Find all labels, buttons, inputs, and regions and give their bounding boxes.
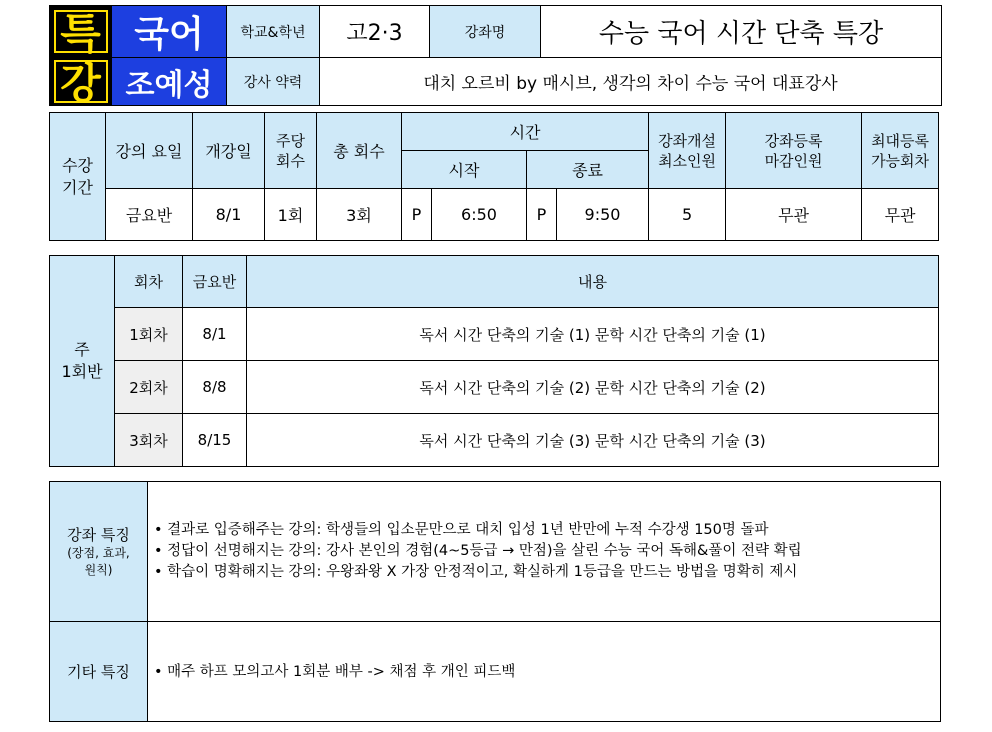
close-enroll-header: 강좌등록 마감인원: [726, 113, 862, 189]
badge-bottom: [50, 58, 112, 106]
badge-top-text: 특: [54, 10, 108, 53]
table-row: [50, 361, 939, 414]
content-cell: 독서 시간 단축의 기술 (3) 문학 시간 단축의 기술 (3): [247, 414, 939, 467]
start-ampm: P: [402, 189, 432, 241]
day-value: 금요반: [106, 189, 193, 241]
start-date-value: 8/1: [193, 189, 265, 241]
min-enroll-value: 5: [649, 189, 726, 241]
grade-label: 학교&학년: [227, 6, 320, 58]
other-feature-label: 기타 특징: [50, 622, 148, 722]
class-header: 금요반: [183, 256, 247, 308]
close-enroll-value: 무관: [726, 189, 862, 241]
round-cell: 2회차: [115, 361, 183, 414]
min-enroll-header: 강좌개설 최소인원: [649, 113, 726, 189]
time-header: 시간: [402, 113, 649, 151]
period-label: 수강 기간: [50, 113, 106, 241]
start-time: 6:50: [432, 189, 527, 241]
round-header: 회차: [115, 256, 183, 308]
weekly-table: [49, 255, 939, 467]
badge-bottom-text: 강: [54, 60, 108, 103]
features-table: [49, 481, 941, 722]
content-header: 내용: [247, 256, 939, 308]
lecture-name-label: 강좌명: [430, 6, 541, 58]
teacher-name: 조예성: [112, 58, 227, 106]
start-date-header: 개강일: [193, 113, 265, 189]
table-row: [50, 308, 939, 361]
total-count-header: 총 회수: [317, 113, 402, 189]
weekly-count-value: 1회: [265, 189, 317, 241]
badge-top: [50, 6, 112, 58]
weekly-count-header: 주당 회수: [265, 113, 317, 189]
date-cell: 8/8: [183, 361, 247, 414]
list-item: • 학습이 명확해지는 강의: 우왕좌왕 X 가장 안정적이고, 확실하게 1등급을 만드는 방법을 명확히 제시: [154, 564, 798, 580]
weekly-label: 주 1회반: [50, 256, 115, 467]
list-item: • 정답이 선명해지는 강의: 강사 본인의 경험(4~5등급 → 만점)을 살린 수능 국어 독해&풀이 전략 확립: [154, 543, 802, 559]
schedule-table: [49, 112, 939, 241]
round-cell: 1회차: [115, 308, 183, 361]
total-count-value: 3회: [317, 189, 402, 241]
content-cell: 독서 시간 단축의 기술 (1) 문학 시간 단축의 기술 (1): [247, 308, 939, 361]
list-item: • 매주 하프 모의고사 1회분 배부 -> 채점 후 개인 피드백: [154, 664, 516, 680]
lecture-feature-label-cell: [50, 482, 148, 622]
max-round-value: 무관: [862, 189, 939, 241]
grade-value: 고2·3: [320, 6, 430, 58]
date-cell: 8/1: [183, 308, 247, 361]
other-feature-content: [148, 622, 941, 722]
lecture-feature-sublabel: (장점, 효과, 원칙): [67, 546, 130, 577]
table-row: [50, 414, 939, 467]
content-cell: 독서 시간 단축의 기술 (2) 문학 시간 단축의 기술 (2): [247, 361, 939, 414]
profile-label: 강사 약력: [227, 58, 320, 106]
header-table: [49, 5, 942, 106]
list-item: • 결과로 입증해주는 강의: 학생들의 입소문만으로 대치 입성 1년 반만에 누적 수강생 150명 돌파: [154, 522, 769, 538]
time-end-header: 종료: [527, 151, 649, 189]
date-cell: 8/15: [183, 414, 247, 467]
time-start-header: 시작: [402, 151, 527, 189]
day-header: 강의 요일: [106, 113, 193, 189]
end-ampm: P: [527, 189, 557, 241]
lecture-feature-label: 강좌 특징: [67, 526, 130, 544]
teacher-profile: 대치 오르비 by 매시브, 생각의 차이 수능 국어 대표강사: [320, 58, 942, 106]
end-time: 9:50: [557, 189, 649, 241]
lecture-feature-content: [148, 482, 941, 622]
round-cell: 3회차: [115, 414, 183, 467]
max-round-header: 최대등록 가능회차: [862, 113, 939, 189]
subject-label: 국어: [112, 6, 227, 58]
lecture-title: 수능 국어 시간 단축 특강: [541, 6, 942, 58]
